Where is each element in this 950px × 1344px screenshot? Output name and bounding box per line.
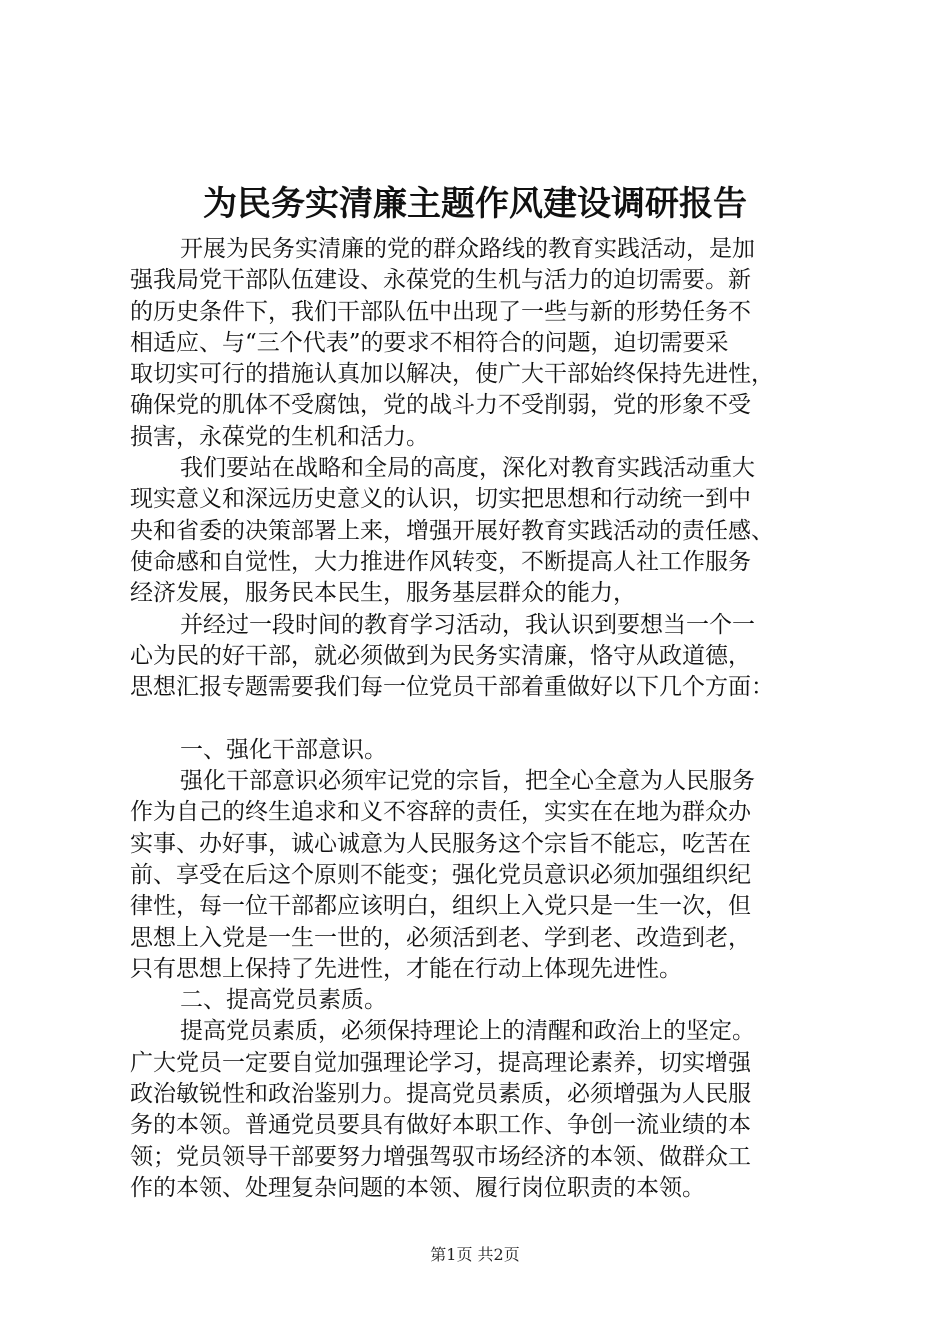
text-line: 我们要站在战略和全局的高度，深化对教育实践活动重大 <box>180 455 755 482</box>
text-line: 的历史条件下，我们干部队伍中出现了一些与新的形势任务不 <box>130 298 751 325</box>
text-line: 现实意义和深远历史意义的认识，切实把思想和行动统一到中 <box>130 486 751 513</box>
text-line: 提高党员素质，必须保持理论上的清醒和政治上的坚定。 <box>180 1018 755 1045</box>
text-line: 损害，永葆党的生机和活力。 <box>130 423 429 450</box>
text-line: 前、享受在后这个原则不能变；强化党员意识必须加强组织纪 <box>130 861 751 888</box>
text-line: 强化干部意识必须牢记党的宗旨，把全心全意为人民服务 <box>180 768 755 795</box>
text-line: 心为民的好干部，就必须做到为民务实清廉，恪守从政道德， <box>130 642 751 669</box>
text-line: 作为自己的终生追求和义不容辞的责任，实实在在地为群众办 <box>130 799 751 826</box>
text-line: 二、提高党员素质。 <box>180 987 387 1014</box>
text-line: 实事、办好事，诚心诚意为人民服务这个宗旨不能忘，吃苦在 <box>130 830 751 857</box>
text-line: 律性，每一位干部都应该明白，组织上入党只是一生一次，但 <box>130 893 751 920</box>
text-line: 使命感和自觉性，大力推进作风转变，不断提高人社工作服务 <box>130 548 751 575</box>
text-line: 一、强化干部意识。 <box>180 736 387 763</box>
document-title: 为民务实清廉主题作风建设调研报告 <box>203 184 747 224</box>
text-line: 作的本领、处理复杂问题的本领、履行岗位职责的本领。 <box>130 1174 705 1201</box>
document-body <box>130 234 830 1204</box>
page-footer: 第1页 共2页 <box>430 1245 520 1264</box>
text-line: 务的本领。普通党员要具有做好本职工作、争创一流业绩的本 <box>130 1112 751 1139</box>
text-line: 思想上入党是一生一世的，必须活到老、学到老、改造到老， <box>130 924 751 951</box>
text-line: 开展为民务实清廉的党的群众路线的教育实践活动，是加 <box>180 236 755 262</box>
blank-line <box>130 703 830 734</box>
text-line: 相适应、与“三个代表”的要求不相符合的问题，迫切需要采 <box>130 329 729 356</box>
text-line: 领；党员领导干部要努力增强驾驭市场经济的本领、做群众工 <box>130 1143 751 1170</box>
text-line: 广大党员一定要自觉加强理论学习，提高理论素养，切实增强 <box>130 1049 751 1076</box>
text-line: 确保党的肌体不受腐蚀，党的战斗力不受削弱，党的形象不受 <box>130 392 751 419</box>
text-line: 并经过一段时间的教育学习活动，我认识到要想当一个一 <box>180 611 755 638</box>
text-line: 强我局党干部队伍建设、永葆党的生机与活力的迫切需要。新 <box>130 267 751 294</box>
text-line: 政治敏锐性和政治鉴别力。提高党员素质，必须增强为人民服 <box>130 1081 751 1108</box>
text-line: 只有思想上保持了先进性，才能在行动上体现先进性。 <box>130 955 682 982</box>
text-line: 思想汇报专题需要我们每一位党员干部着重做好以下几个方面： <box>130 674 774 701</box>
text-line: 取切实可行的措施认真加以解决，使广大干部始终保持先进性， <box>130 361 774 388</box>
text-line: 经济发展，服务民本民生，服务基层群众的能力， <box>130 580 636 607</box>
text-line: 央和省委的决策部署上来，增强开展好教育实践活动的责任感、 <box>130 517 774 544</box>
